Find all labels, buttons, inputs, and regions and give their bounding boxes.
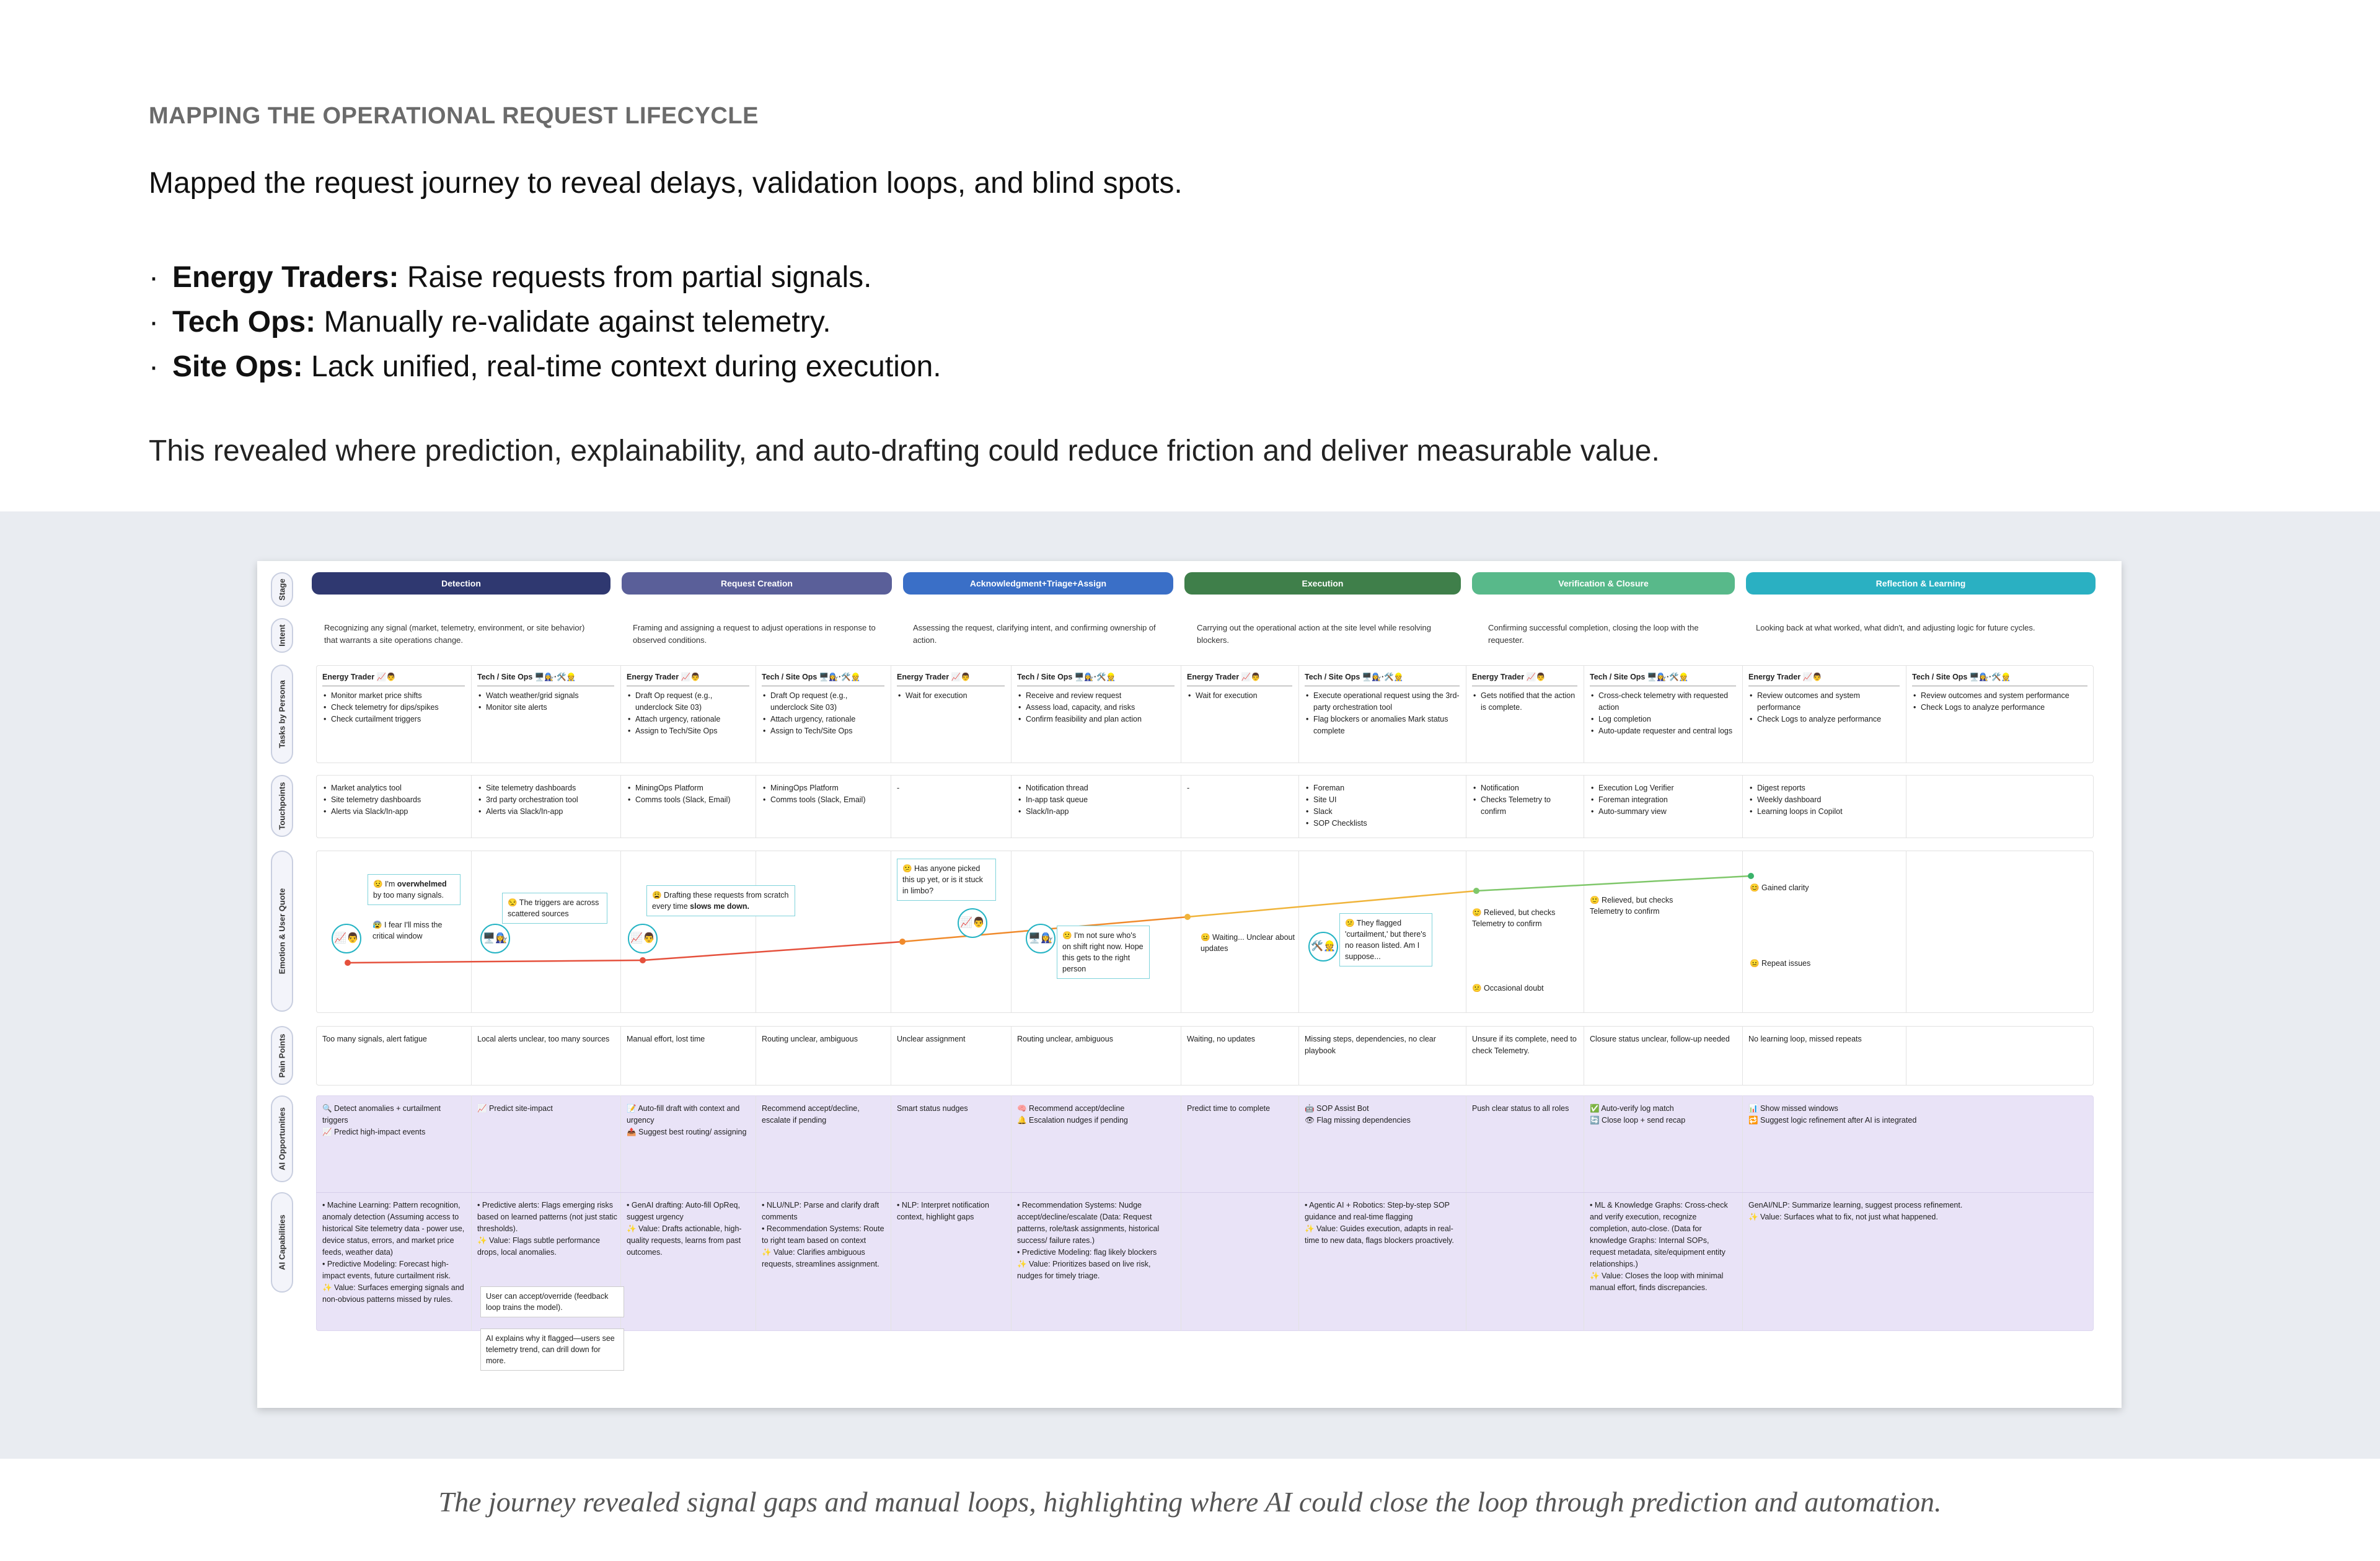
intent-detection: Recognizing any signal (market, telemetry, environment, or site behavior) that warrants a site operations change. <box>324 623 585 645</box>
ai-capability-cell: • Machine Learning: Pattern recognition, anomaly detection (Assuming access to historical Site telemetry data - power use, device status, errors, and market price feeds, weather data) • Predictive Modeling: Forecast high-impact events, future curtailment risk. ✨ Value: Surfaces emerging signals and non-obvious patterns missed by rules. <box>322 1201 465 1304</box>
touchpoint-item: • Execution Log Verifier <box>1590 782 1736 794</box>
row-label-stage: Stage <box>271 572 293 607</box>
task-item: • Confirm feasibility and plan action <box>1017 714 1175 725</box>
row-label-emotion: Emotion & User Quote <box>271 851 293 1012</box>
user-quote: 😕 Has anyone picked this up yet, or is it stuck in limbo? <box>897 859 996 901</box>
user-quote: 😩 Drafting these requests from scratch every time slows me down. <box>646 885 795 916</box>
user-quote: 😐 Repeat issues <box>1750 959 1811 968</box>
row-label-intent: Intent <box>271 618 293 653</box>
stage-request-creation: Request Creation <box>622 572 892 595</box>
touchpoint-item: • Site UI <box>1305 794 1460 806</box>
persona-bullets <box>149 255 941 389</box>
emotion-point <box>1748 873 1754 879</box>
touchpoint-item: • Learning loops in Copilot <box>1748 806 1900 818</box>
closing-text: This revealed where prediction, explainability, and auto-drafting could reduce friction and deliver measurable value. <box>149 435 1660 467</box>
task-item: • Execute operational request using the 3rd-party orchestration tool <box>1305 690 1460 714</box>
task-item: • Auto-update requester and central logs <box>1590 725 1736 737</box>
persona-heading: Energy Trader 📈👨 <box>1187 671 1292 686</box>
ai-capability-cell: • Predictive alerts: Flags emerging risks based on learned patterns (not just static thresholds). ✨ Value: Flags subtle performance drops, local anomalies. <box>477 1201 617 1257</box>
touchpoint-cell: - <box>1187 784 1190 792</box>
ai-capability-cell: • Agentic AI + Robotics: Step-by-step SOP guidance and real-time flagging ✨ Value: Guides execution, adapts in real-time to new data, flags blockers proactively. <box>1305 1201 1454 1245</box>
ai-opportunity-cell: 📈 Predict site-impact <box>477 1104 553 1113</box>
user-quote: 😕 They flagged 'curtailment,' but there's no reason listed. Am I suppose... <box>1339 913 1432 966</box>
row-label-touchpoints: Touchpoints <box>271 775 293 837</box>
persona-heading: Tech / Site Ops 🖥️👩‍🔧·🛠️👷 <box>762 671 884 686</box>
touchpoint-item: • Market analytics tool <box>322 782 465 794</box>
touchpoint-item: • MiningOps Platform <box>627 782 749 794</box>
persona-avatar: 🖥️👩‍🔧 <box>1026 924 1056 953</box>
emotion-segment <box>1188 891 1476 917</box>
lead-text: Mapped the request journey to reveal delays, validation loops, and blind spots. <box>149 167 1183 200</box>
task-item: • Attach urgency, rationale <box>762 714 884 725</box>
task-item: • Log completion <box>1590 714 1736 725</box>
figure-caption: The journey revealed signal gaps and manual loops, highlighting where AI could close the loop through prediction and automation. <box>438 1486 1942 1518</box>
pain-point-cell: Waiting, no updates <box>1187 1035 1256 1043</box>
pain-point-cell: Closure status unclear, follow-up needed <box>1590 1035 1730 1043</box>
user-quote: 😐 Waiting... Unclear about updates <box>1201 933 1295 953</box>
persona-heading: Tech / Site Ops 🖥️👩‍🔧·🛠️👷 <box>1912 671 2087 686</box>
intent-verification: Confirming successful completion, closing the loop with the requester. <box>1488 623 1699 645</box>
bullet-text: Manually re-validate against telemetry. <box>315 306 831 338</box>
pain-point-cell: Too many signals, alert fatigue <box>322 1035 427 1043</box>
bullet-bold: Energy Traders: <box>172 261 399 294</box>
touchpoint-item: • Digest reports <box>1748 782 1900 794</box>
task-item: • Assign to Tech/Site Ops <box>762 725 884 737</box>
emotion-segment <box>643 942 902 960</box>
persona-heading: Energy Trader 📈👨 <box>1472 671 1577 686</box>
task-item: • Check telemetry for dips/spikes <box>322 702 465 714</box>
pain-point-cell: Manual effort, lost time <box>627 1035 705 1043</box>
touchpoint-item: • Comms tools (Slack, Email) <box>762 794 884 806</box>
task-item: • Receive and review request <box>1017 690 1175 702</box>
task-item: • Draft Op request (e.g., underclock Site 03) <box>627 690 749 714</box>
row-label-ai-capabilities: AI Capabilities <box>271 1192 293 1293</box>
bullet-bold: Site Ops: <box>172 350 303 383</box>
user-quote: 😕 Occasional doubt <box>1472 984 1544 993</box>
user-quote: 😒 The triggers are across scattered sources <box>502 893 607 924</box>
user-quote: 😰 I fear I'll miss the critical window <box>372 921 443 940</box>
pain-point-cell: Unsure if its complete, need to check Telemetry. <box>1472 1035 1577 1055</box>
emotion-point <box>1184 914 1191 920</box>
bullet-text: Raise requests from partial signals. <box>399 261 872 294</box>
intro-section <box>0 0 2380 511</box>
row-label-tasks: Tasks by Persona <box>271 665 293 764</box>
persona-heading: Energy Trader 📈👨 <box>897 671 1005 686</box>
bullet-text: Lack unified, real-time context during execution. <box>302 350 941 383</box>
bullet-tech-ops: · Tech Ops: Manually re-validate against telemetry. <box>149 306 831 338</box>
touchpoint-item: • Foreman <box>1305 782 1460 794</box>
task-item: • Wait for execution <box>897 690 1005 702</box>
section-eyebrow: MAPPING THE OPERATIONAL REQUEST LIFECYCLE <box>149 103 759 129</box>
ai-opportunity-cell: Recommend accept/decline, escalate if pending <box>762 1104 860 1125</box>
stage-execution: Execution <box>1184 572 1461 595</box>
note-ai-explains: AI explains why it flagged—users see telemetry trend, can drill down for more. <box>480 1329 624 1371</box>
task-item: • Attach urgency, rationale <box>627 714 749 725</box>
emotion-segment <box>348 960 643 963</box>
persona-heading: Tech / Site Ops 🖥️👩‍🔧·🛠️👷 <box>1590 671 1736 686</box>
persona-avatar: 📈👨 <box>958 908 987 938</box>
touchpoint-item: • Slack/In-app <box>1017 806 1175 818</box>
row-label-pain-points: Pain Points <box>271 1026 293 1085</box>
touchpoint-item: • Comms tools (Slack, Email) <box>627 794 749 806</box>
task-item: • Cross-check telemetry with requested action <box>1590 690 1736 714</box>
pain-point-cell: Missing steps, dependencies, no clear playbook <box>1305 1035 1436 1055</box>
touchpoint-item: • SOP Checklists <box>1305 818 1460 829</box>
touchpoint-item: • Auto-summary view <box>1590 806 1736 818</box>
bullet-site-ops: · Site Ops: Lack unified, real-time context during execution. <box>149 350 941 383</box>
intent-acknowledgment: Assessing the request, clarifying intent, and confirming ownership of action. <box>913 623 1156 645</box>
pain-point-cell: No learning loop, missed repeats <box>1748 1035 1862 1043</box>
task-item: • Gets notified that the action is complete. <box>1472 690 1577 714</box>
touchpoint-item: • Foreman integration <box>1590 794 1736 806</box>
touchpoint-item: • In-app task queue <box>1017 794 1175 806</box>
touchpoint-item: • 3rd party orchestration tool <box>477 794 614 806</box>
task-item: • Watch weather/grid signals <box>477 690 614 702</box>
bullet-energy-traders: · Energy Traders: Raise requests from partial signals. <box>149 261 872 294</box>
journey-map-card <box>257 561 2122 1408</box>
task-item: • Review outcomes and system performance <box>1748 690 1900 714</box>
task-item: • Check curtailment triggers <box>322 714 465 725</box>
touchpoint-item: • Notification thread <box>1017 782 1175 794</box>
user-quote: 😕 I'm not sure who's on shift right now. Hope this gets to the right person <box>1057 926 1150 979</box>
pain-point-cell: Local alerts unclear, too many sources <box>477 1035 610 1043</box>
persona-heading: Energy Trader 📈👨 <box>322 671 465 686</box>
pain-point-cell: Routing unclear, ambiguous <box>1017 1035 1113 1043</box>
ai-opportunity-cell: Smart status nudges <box>897 1104 968 1113</box>
user-quote: 🙂 Relieved, but checks Telemetry to confirm <box>1472 908 1556 928</box>
persona-avatar: 🛠️👷 <box>1308 932 1338 962</box>
task-item: • Monitor site alerts <box>477 702 614 714</box>
stage-verification: Verification & Closure <box>1472 572 1735 595</box>
emotion-curve <box>257 561 2122 1408</box>
bullet-bold: Tech Ops: <box>172 306 316 338</box>
task-item: • Check Logs to analyze performance <box>1748 714 1900 725</box>
ai-opportunity-cell: 🤖 SOP Assist Bot 👁 Flag missing dependencies <box>1305 1104 1411 1125</box>
touchpoint-item: • Weekly dashboard <box>1748 794 1900 806</box>
emotion-point <box>1473 888 1479 894</box>
user-quote: 😟 I'm overwhelmed by too many signals. <box>368 874 461 905</box>
ai-opportunity-cell: Push clear status to all roles <box>1472 1104 1569 1113</box>
task-item: • Draft Op request (e.g., underclock Site 03) <box>762 690 884 714</box>
intent-reflection: Looking back at what worked, what didn't, and adjusting logic for future cycles. <box>1756 623 2035 632</box>
persona-heading: Energy Trader 📈👨 <box>627 671 749 686</box>
emotion-point <box>640 957 646 963</box>
touchpoint-item: • Slack <box>1305 806 1460 818</box>
task-item: • Monitor market price shifts <box>322 690 465 702</box>
persona-avatar: 📈👨 <box>628 924 658 953</box>
stage-acknowledgment: Acknowledgment+Triage+Assign <box>903 572 1173 595</box>
touchpoint-item: • Alerts via Slack/In-app <box>322 806 465 818</box>
task-item: • Review outcomes and system performance <box>1912 690 2087 702</box>
pain-point-cell: Routing unclear, ambiguous <box>762 1035 858 1043</box>
ai-opportunity-cell: 📊 Show missed windows 🔁 Suggest logic refinement after AI is integrated <box>1748 1104 1917 1125</box>
ai-capability-cell: • NLU/NLP: Parse and clarify draft comments • Recommendation Systems: Route to right team based on context ✨ Value: Clarifies ambiguous requests, streamlines assignment. <box>762 1201 884 1268</box>
ai-opportunity-cell: ✅ Auto-verify log match 🔄 Close loop + send recap <box>1590 1104 1686 1125</box>
persona-heading: Tech / Site Ops 🖥️👩‍🔧·🛠️👷 <box>477 671 614 686</box>
ai-opportunity-cell: 🔍 Detect anomalies + curtailment triggers 📈 Predict high-impact events <box>322 1104 441 1136</box>
user-quote: 🙂 Relieved, but checks Telemetry to confirm <box>1590 896 1673 916</box>
emotion-segment <box>1476 876 1751 891</box>
emotion-point <box>345 960 351 966</box>
task-item: • Flag blockers or anomalies Mark status complete <box>1305 714 1460 737</box>
emotion-point <box>899 939 906 945</box>
row-label-ai-opportunities: AI Opportunities <box>271 1095 293 1182</box>
stage-detection: Detection <box>312 572 610 595</box>
touchpoint-cell: - <box>897 784 900 792</box>
ai-capability-cell: • NLP: Interpret notification context, highlight gaps <box>897 1201 989 1221</box>
touchpoint-item: • Checks Telemetry to confirm <box>1472 794 1577 818</box>
persona-avatar: 🖥️👩‍🔧 <box>480 924 510 953</box>
ai-opportunity-cell: 📝 Auto-fill draft with context and urgency 📤 Suggest best routing/ assigning <box>627 1104 747 1136</box>
ai-opportunity-cell: Predict time to complete <box>1187 1104 1271 1113</box>
persona-heading: Tech / Site Ops 🖥️👩‍🔧·🛠️👷 <box>1305 671 1460 686</box>
ai-opportunity-cell: 🧠 Recommend accept/decline 🔔 Escalation nudges if pending <box>1017 1104 1128 1125</box>
ai-capability-cell: • Recommendation Systems: Nudge accept/decline/escalate (Data: Request patterns, role/task assignments, historical success/ failure rates.) • Predictive Modeling: flag likely blockers ✨ Value: Prioritizes based on live risk, nudges for timely triage. <box>1017 1201 1160 1280</box>
task-item: • Assign to Tech/Site Ops <box>627 725 749 737</box>
ai-capability-cell: GenAI/NLP: Summarize learning, suggest process refinement. ✨ Value: Surfaces what to fix, not just what happened. <box>1748 1201 1963 1221</box>
touchpoint-item: • Site telemetry dashboards <box>477 782 614 794</box>
persona-heading: Energy Trader 📈👨 <box>1748 671 1900 686</box>
intent-execution: Carrying out the operational action at the site level while resolving blockers. <box>1197 623 1431 645</box>
note-accept-override: User can accept/override (feedback loop trains the model). <box>480 1286 624 1317</box>
touchpoint-item: • MiningOps Platform <box>762 782 884 794</box>
persona-avatar: 📈👨 <box>332 924 361 953</box>
ai-capability-cell: • ML & Knowledge Graphs: Cross-check and verify execution, recognize completion, auto-close. (Data for knowledge Graphs: Internal SOPs, request metadata, site/equipment entity relationships.) ✨ Value: Closes the loop with minimal manual effort, finds discrepancies. <box>1590 1201 1728 1292</box>
touchpoint-item: • Alerts via Slack/In-app <box>477 806 614 818</box>
stage-reflection: Reflection & Learning <box>1746 572 2096 595</box>
task-item: • Assess load, capacity, and risks <box>1017 702 1175 714</box>
task-item: • Check Logs to analyze performance <box>1912 702 2087 714</box>
persona-heading: Tech / Site Ops 🖥️👩‍🔧·🛠️👷 <box>1017 671 1175 686</box>
pain-point-cell: Unclear assignment <box>897 1035 966 1043</box>
user-quote: 😊 Gained clarity <box>1750 883 1809 892</box>
touchpoint-item: • Site telemetry dashboards <box>322 794 465 806</box>
ai-capability-cell: • GenAI drafting: Auto-fill OpReq, suggest urgency ✨ Value: Drafts actionable, high-quality requests, learns from past outcomes. <box>627 1201 742 1257</box>
task-item: • Wait for execution <box>1187 690 1292 702</box>
intent-request-creation: Framing and assigning a request to adjust operations in response to observed conditions. <box>633 623 876 645</box>
touchpoint-item: • Notification <box>1472 782 1577 794</box>
